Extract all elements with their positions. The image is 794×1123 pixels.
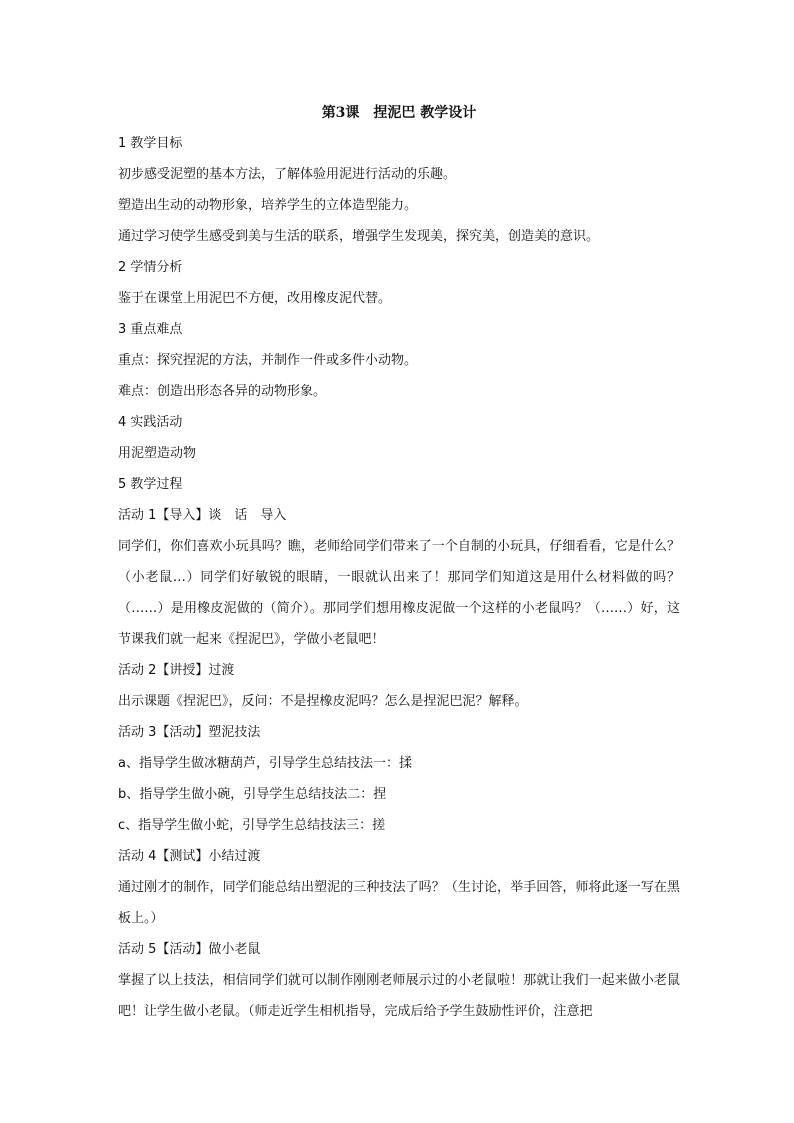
activity-4-heading: 活动 4【测试】小结过渡 — [118, 849, 261, 864]
activity-3-item-b: b、指导学生做小碗，引导学生总结技法二：捏 — [118, 787, 387, 802]
objective-line-1: 初步感受泥塑的基本方法，了解体验用泥进行活动的乐趣。 — [118, 167, 457, 182]
practice-line-1: 用泥塑造动物 — [118, 446, 197, 461]
activity-3-item-c: c、指导学生做小蛇，引导学生总结技法三：搓 — [118, 818, 386, 833]
activity-3-item-a: a、指导学生做冰糖葫芦，引导学生总结技法一：揉 — [118, 756, 412, 771]
analysis-line-1: 鉴于在课堂上用泥巴不方便，改用橡皮泥代替。 — [118, 291, 392, 306]
activity-1-heading: 活动 1【导入】谈 话 导入 — [118, 508, 287, 523]
activity-5-heading: 活动 5【活动】做小老鼠 — [118, 942, 261, 957]
activity-1-paragraph: 同学们，你们喜欢小玩具吗？瞧，老师给同学们带来了一个自制的小玩具，仔细看看，它是什么？（小老鼠…）同学们好敏锐的眼睛，一眼就认出来了！那同学们知道这是用什么材料做的吗？（……）是用橡皮泥做的（简介）。那同学们想用橡皮泥做一个这样的小老鼠吗？（……）好，这节课我们就一起来《捏泥巴》，学做小老鼠吧！ — [118, 539, 680, 647]
activity-4-paragraph: 通过刚才的制作，同学们能总结出塑泥的三种技法了吗？（生讨论，举手回答，师将此逐一写在黑板上。） — [118, 880, 680, 926]
section-heading-process: 5 教学过程 — [118, 477, 183, 492]
activity-5-paragraph: 掌握了以上技法，相信同学们就可以制作刚刚老师展示过的小老鼠啦！那就让我们一起来做小老鼠吧！让学生做小老鼠。（师走近学生相机指导，完成后给予学生鼓励性评价，注意把 — [118, 973, 680, 1019]
difficulty-line: 难点：创造出形态各异的动物形象。 — [118, 384, 327, 399]
section-heading-objectives: 1 教学目标 — [118, 136, 183, 151]
document-body — [118, 98, 680, 1027]
section-heading-key-points: 3 重点难点 — [118, 322, 183, 337]
section-heading-practice: 4 实践活动 — [118, 415, 183, 430]
activity-2-paragraph: 出示课题《捏泥巴》，反问：不是捏橡皮泥吗？怎么是捏泥巴泥？解释。 — [118, 694, 528, 709]
activity-2-heading: 活动 2【讲授】过渡 — [118, 663, 235, 678]
page-title: 第3课 捏泥巴 教学设计 — [321, 105, 477, 121]
section-heading-analysis: 2 学情分析 — [118, 260, 183, 275]
objective-line-2: 塑造出生动的动物形象，培养学生的立体造型能力。 — [118, 198, 418, 213]
objective-line-3: 通过学习使学生感受到美与生活的联系，增强学生发现美，探究美，创造美的意识。 — [118, 229, 600, 244]
activity-3-heading: 活动 3【活动】塑泥技法 — [118, 725, 261, 740]
key-point-line: 重点：探究捏泥的方法，并制作一件或多件小动物。 — [118, 353, 418, 368]
